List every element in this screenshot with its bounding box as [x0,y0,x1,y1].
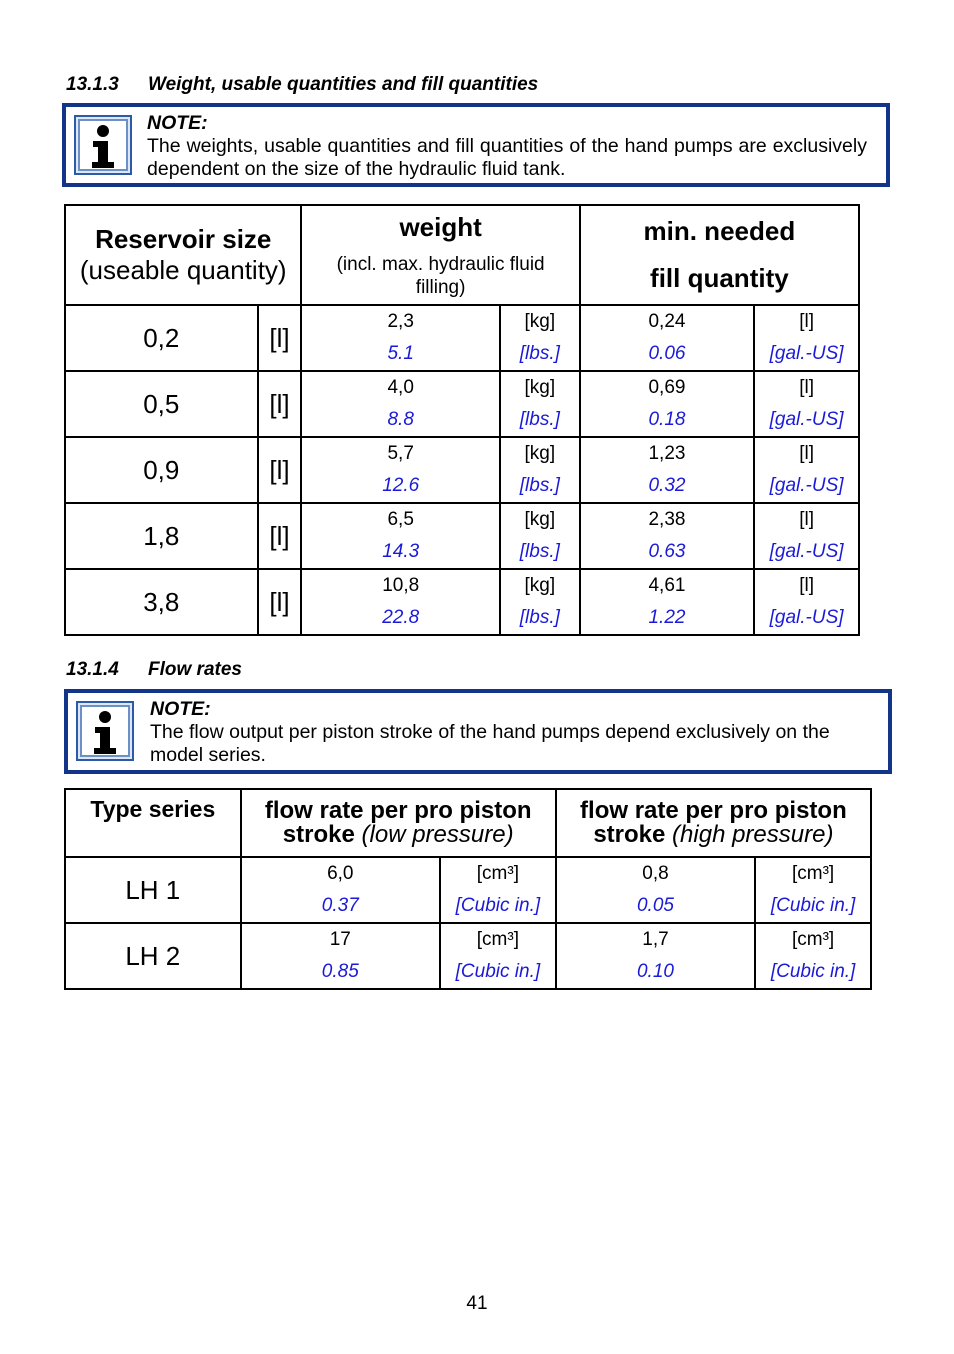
header-low-pressure: (low pressure) [361,821,514,848]
fill-unit [754,437,859,503]
high-flow-value-metric: 1,7 [642,929,669,950]
high-flow-unit [755,857,871,923]
high-flow-unit-imperial: [Cubic in.] [770,895,856,916]
weight-unit [500,503,580,569]
fill-value [580,569,754,635]
weight-value-imperial: 12.6 [382,475,420,496]
fill-unit [754,371,859,437]
weight-unit-metric: [kg] [524,575,556,596]
header-reservoir-size [65,205,301,305]
reservoir-size-value: 3,8 [65,569,258,635]
fill-value [580,437,754,503]
fill-unit-imperial: [gal.-US] [769,541,844,562]
note-label: NOTE: [150,698,211,720]
reservoir-size-unit: [l] [258,305,302,371]
high-flow-unit-imperial: [Cubic in.] [770,961,856,982]
high-flow-unit-metric: [cm³] [791,929,835,950]
high-flow-value-metric: 0,8 [642,863,669,884]
header-fill-quantity [580,205,859,305]
fill-unit-imperial: [gal.-US] [769,343,844,364]
fill-unit-imperial: [gal.-US] [769,475,844,496]
header-fill-line1: min. needed [643,216,796,246]
table-row [65,857,871,923]
fill-value-metric: 4,61 [648,575,686,596]
info-icon [74,115,132,175]
header-low-stroke: stroke [282,821,355,848]
header-weight [301,205,579,305]
weight-value-metric: 4,0 [387,377,414,398]
weight-unit-imperial: [lbs.] [519,541,560,562]
reservoir-size-unit: [l] [258,503,302,569]
table-row [65,371,859,437]
low-flow-value [241,923,440,989]
high-flow-value [556,923,755,989]
high-flow-value [556,857,755,923]
fill-unit-metric: [l] [799,575,814,596]
note-box-weight [62,103,890,187]
weight-value [301,437,499,503]
reservoir-size-unit: [l] [258,569,302,635]
section-heading-weight [66,74,538,96]
low-flow-value-imperial: 0.37 [321,895,359,916]
weight-unit-metric: [kg] [524,443,556,464]
high-flow-value-imperial: 0.05 [636,895,674,916]
type-series-value: LH 1 [65,857,241,923]
high-flow-value-imperial: 0.10 [636,961,674,982]
fill-value-metric: 0,24 [648,311,686,332]
fill-value-metric: 0,69 [648,377,686,398]
table-row [65,305,859,371]
weight-unit-imperial: [lbs.] [519,409,560,430]
weight-value [301,503,499,569]
reservoir-size-value: 0,2 [65,305,258,371]
header-high-stroke: stroke [593,821,666,848]
page-number: 41 [466,1293,488,1314]
weight-value [301,371,499,437]
header-flow-low [241,789,556,857]
note-box-flow [64,689,892,774]
fill-value [580,371,754,437]
note-label: NOTE: [147,112,208,134]
weight-table [64,204,860,636]
weight-value-metric: 5,7 [387,443,414,464]
low-flow-unit-metric: [cm³] [476,929,519,950]
note-text-block [147,112,867,181]
weight-value-imperial: 14.3 [382,541,420,562]
flow-table [64,788,872,990]
fill-unit [754,305,859,371]
weight-unit-imperial: [lbs.] [519,475,560,496]
header-fill-line2: fill quantity [650,263,789,293]
fill-unit-metric: [l] [799,377,814,398]
table-row [65,503,859,569]
low-flow-value-imperial: 0.85 [321,961,359,982]
header-high-pressure: (high pressure) [672,821,834,848]
fill-value-imperial: 1.22 [648,607,686,628]
fill-value-metric: 1,23 [648,443,686,464]
fill-value [580,305,754,371]
high-flow-unit [755,923,871,989]
fill-unit-metric: [l] [799,443,814,464]
weight-value-imperial: 22.8 [382,607,420,628]
weight-value-imperial: 8.8 [387,409,414,430]
table-row [65,569,859,635]
table-row [65,437,859,503]
weight-value [301,305,499,371]
low-flow-value-metric: 17 [329,929,351,950]
type-series-value: LH 2 [65,923,241,989]
info-icon [76,701,134,761]
weight-value-imperial: 5.1 [387,343,414,364]
fill-unit [754,503,859,569]
fill-unit [754,569,859,635]
note-body: The weights, usable quantities and fill quantities of the hand pumps are exclusively dependent on the size of the hydraulic fluid tank. [147,135,867,180]
header-high-line1: flow rate per pro piston [580,797,847,824]
weight-value-metric: 10,8 [382,575,420,596]
table-row [65,923,871,989]
header-type-series [65,789,241,857]
weight-unit [500,371,580,437]
reservoir-size-unit: [l] [258,437,302,503]
section-title: Weight, usable quantities and fill quantities [148,74,539,95]
weight-unit [500,305,580,371]
weight-unit-metric: [kg] [524,509,556,530]
fill-value-imperial: 0.32 [648,475,686,496]
header-low-line1: flow rate per pro piston [264,797,532,824]
weight-unit [500,569,580,635]
low-flow-unit-metric: [cm³] [476,863,519,884]
section-heading-flow [66,659,242,681]
weight-unit [500,437,580,503]
fill-unit-imperial: [gal.-US] [769,607,844,628]
low-flow-value-metric: 6,0 [327,863,354,884]
fill-unit-metric: [l] [799,311,814,332]
weight-value-metric: 2,3 [387,311,414,332]
reservoir-size-value: 0,9 [65,437,258,503]
section-number: 13.1.4 [66,659,119,680]
header-reservoir-title: Reservoir size [95,224,272,254]
fill-value-imperial: 0.06 [648,343,686,364]
low-flow-unit [440,923,556,989]
reservoir-size-unit: [l] [258,371,302,437]
weight-value-metric: 6,5 [387,509,414,530]
fill-value [580,503,754,569]
low-flow-unit [440,857,556,923]
fill-unit-metric: [l] [799,509,814,530]
weight-unit-imperial: [lbs.] [519,607,560,628]
low-flow-value [241,857,440,923]
header-weight-title: weight [399,212,482,242]
note-body: The flow output per piston stroke of the hand pumps depend exclusively on the model series. [150,721,830,766]
header-flow-high [556,789,871,857]
low-flow-unit-imperial: [Cubic in.] [455,961,541,982]
fill-value-imperial: 0.63 [648,541,686,562]
header-reservoir-subtitle: (useable quantity) [79,255,287,285]
section-title: Flow rates [148,659,242,680]
fill-unit-imperial: [gal.-US] [769,409,844,430]
fill-value-metric: 2,38 [648,509,686,530]
low-flow-unit-imperial: [Cubic in.] [455,895,541,916]
high-flow-unit-metric: [cm³] [791,863,835,884]
reservoir-size-value: 0,5 [65,371,258,437]
reservoir-size-value: 1,8 [65,503,258,569]
weight-unit-metric: [kg] [524,377,556,398]
weight-value [301,569,499,635]
header-type-label: Type series [90,796,216,822]
section-number: 13.1.3 [66,74,119,95]
note-text-block [150,698,880,767]
fill-value-imperial: 0.18 [648,409,686,430]
header-weight-subtitle: (incl. max. hydraulic fluid filling) [336,254,545,298]
weight-unit-imperial: [lbs.] [519,343,560,364]
weight-unit-metric: [kg] [524,311,556,332]
